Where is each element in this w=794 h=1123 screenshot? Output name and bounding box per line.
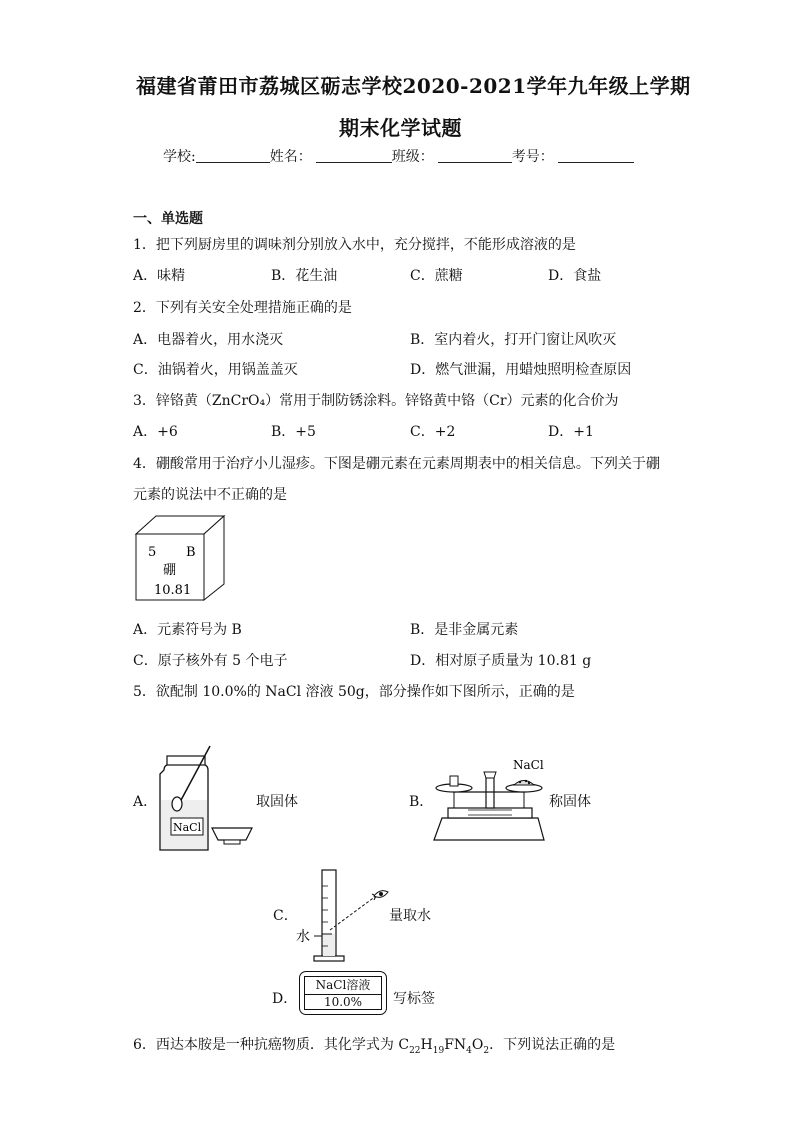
- question-4-stem-line1: 4．硼酸常用于治疗小儿湿疹。下图是硼元素在元素周期表中的相关信息。下列关于硼: [133, 456, 660, 472]
- element-mass: 10.81: [154, 583, 192, 598]
- exam-number-label: 考号：: [511, 149, 554, 165]
- question-3-option-d: D．+1: [548, 424, 594, 440]
- question-3-option-a: A．+6: [133, 424, 178, 440]
- question-5-option-a-letter: A．: [133, 794, 158, 810]
- element-name: 硼: [163, 563, 177, 578]
- question-6-stem: [133, 1034, 615, 1056]
- jar-label: NaCl: [173, 821, 202, 834]
- question-1-option-a: A．味精: [133, 268, 186, 284]
- formula-h: H: [420, 1037, 433, 1053]
- document-title-line2: 期末化学试题: [339, 116, 462, 140]
- question-1-option-d: D．食盐: [548, 268, 602, 284]
- question-2-option-b: B．室内着火，打开门窗让风吹灭: [410, 332, 617, 348]
- question-4-option-d: D．相对原子质量为 10.81 g: [410, 653, 592, 669]
- solution-label-inner: [304, 976, 382, 1010]
- question-5-option-b-letter: B．: [409, 794, 434, 810]
- question-1-stem: 1．把下列厨房里的调味剂分别放入水中，充分搅拌，不能形成溶液的是: [133, 237, 576, 253]
- question-5-option-d-letter: D．: [272, 991, 298, 1007]
- question-2-option-c: C．油锅着火，用锅盖盖灭: [133, 362, 298, 378]
- question-5-option-a-caption: 取固体: [256, 794, 298, 810]
- question-6-stem-suffix: ．下列说法正确的是: [489, 1037, 616, 1053]
- question-1-option-c: C．蔗糖: [410, 268, 463, 284]
- name-label: 姓名：: [269, 149, 312, 165]
- formula-fn: FN: [444, 1037, 467, 1053]
- question-5-option-c-caption: 量取水: [389, 908, 431, 924]
- solution-label-name: NaCl溶液: [305, 977, 381, 995]
- question-5-option-b-caption: 称固体: [549, 794, 591, 810]
- question-2-option-a: A．电器着火，用水浇灭: [133, 332, 284, 348]
- element-symbol: B: [186, 545, 196, 560]
- question-2-option-d: D．燃气泄漏，用蜡烛照明检查原因: [410, 362, 632, 378]
- question-3-stem: 3．锌铬黄（ZnCrO₄）常用于制防锈涂料。锌铬黄中铬（Cr）元素的化合价为: [133, 393, 619, 409]
- student-info-line: [163, 146, 634, 166]
- balance-pan-label: NaCl: [513, 758, 544, 772]
- class-field[interactable]: [438, 148, 512, 163]
- school-label: 学校:: [163, 149, 196, 165]
- solution-label-card: [299, 971, 387, 1015]
- section-heading: 一、单选题: [133, 211, 203, 227]
- balance-figure: [428, 752, 548, 844]
- water-label: 水: [296, 929, 310, 945]
- graduated-cylinder-figure: [292, 864, 396, 964]
- school-field[interactable]: [196, 148, 270, 163]
- class-label: 班级：: [391, 149, 434, 165]
- solution-label-concentration: 10.0%: [323, 995, 363, 1009]
- question-1-option-b: B．花生油: [271, 268, 338, 284]
- question-5-option-d-caption: 写标签: [393, 991, 435, 1007]
- formula-h-count: 19: [432, 1045, 445, 1056]
- question-2-stem: 2．下列有关安全处理措施正确的是: [133, 300, 352, 316]
- element-number: 5: [148, 545, 157, 560]
- formula-n-count: 4: [466, 1045, 472, 1056]
- formula-c-count: 22: [409, 1045, 421, 1056]
- question-4-option-c: C．原子核外有 5 个电子: [133, 653, 288, 669]
- question-4-option-b: B．是非金属元素: [410, 622, 519, 638]
- question-6-stem-prefix: 6．西达本胺是一种抗癌物质．其化学式为 C: [133, 1037, 410, 1053]
- reagent-jar-figure: [150, 742, 260, 856]
- boron-element-cell: [130, 512, 230, 604]
- exam-number-field[interactable]: [558, 148, 634, 163]
- question-3-option-c: C．+2: [410, 424, 456, 440]
- question-4-option-a: A．元素符号为 B: [133, 622, 242, 638]
- question-3-option-b: B．+5: [271, 424, 316, 440]
- question-5-stem: 5．欲配制 10.0%的 NaCl 溶液 50g，部分操作如下图所示，正确的是: [133, 684, 575, 700]
- document-title-line1: 福建省莆田市荔城区砺志学校2020-2021学年九年级上学期: [136, 74, 691, 98]
- formula-o-count: 2: [483, 1045, 490, 1056]
- question-5-option-c-letter: C．: [273, 908, 298, 924]
- formula-o: O: [471, 1037, 484, 1053]
- name-field[interactable]: [316, 148, 392, 163]
- question-4-stem-line2: 元素的说法中不正确的是: [133, 487, 287, 503]
